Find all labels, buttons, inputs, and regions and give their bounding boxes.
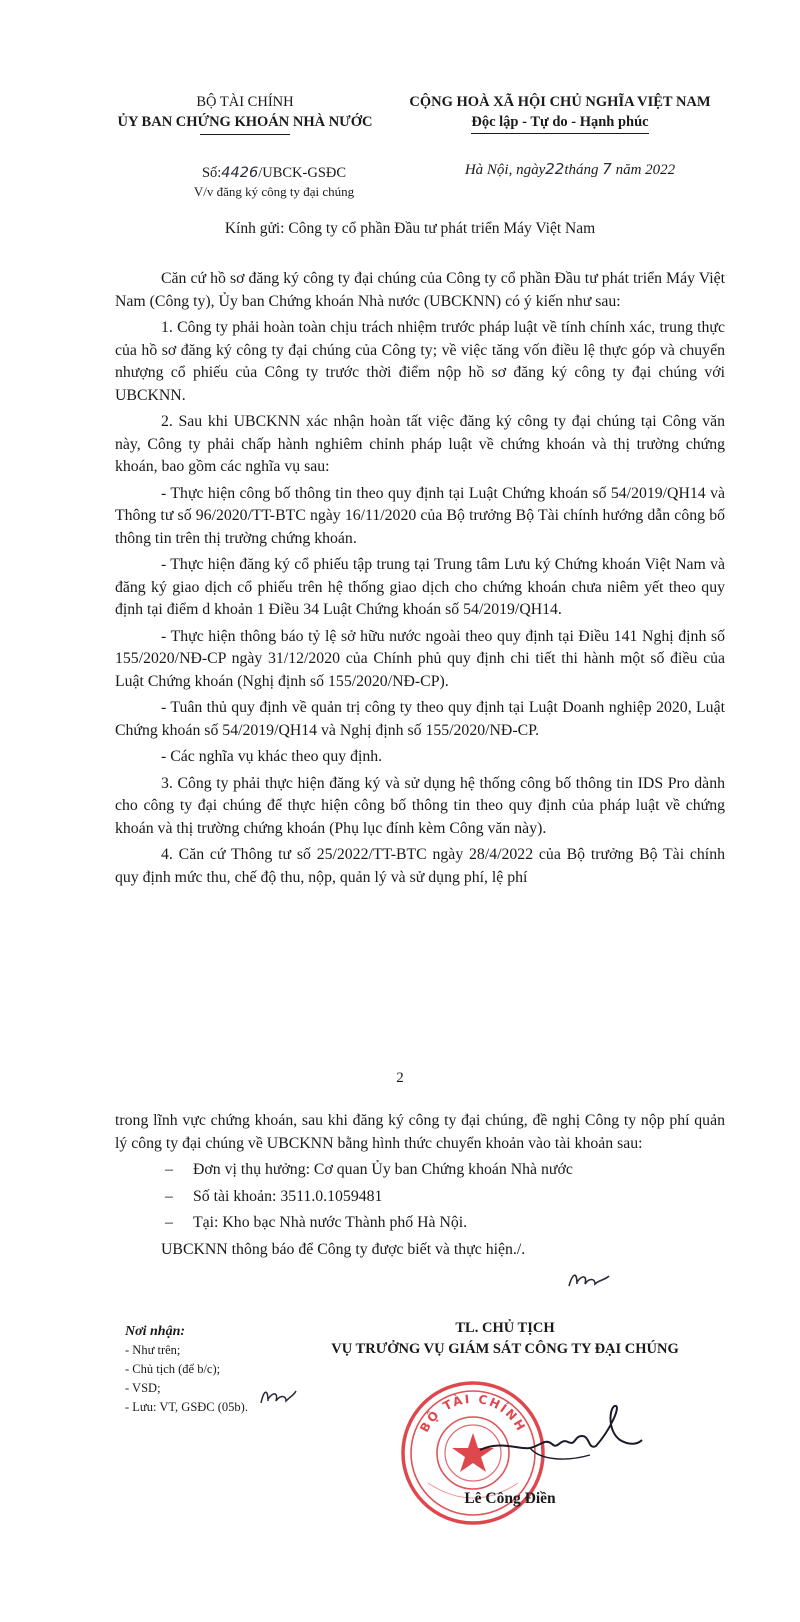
continuation-paragraph: trong lĩnh vực chứng khoán, sau khi đăng ký công ty đại chúng, đề nghị Công ty nộp phí quản lý công ty đại chúng về UBCKNN bằng hình thức chuyển khoản vào tài khoản sau: [115, 1112, 725, 1152]
signer-title: TL. CHỦ TỊCH VỤ TRƯỞNG VỤ GIÁM SÁT CÔNG TY ĐẠI CHÚNG [331, 1320, 679, 1357]
handwritten-signature [470, 1400, 650, 1480]
document-number: Số:4426/UBCK-GSĐC [201, 165, 347, 181]
page2-body [115, 1110, 725, 1265]
signer-name: Lê Công Điền [464, 1490, 556, 1507]
handwritten-day: 22 [545, 160, 565, 178]
item-2: 2. Sau khi UBCKNN xác nhận hoàn tất việc đăng ký công ty đại chúng tại Công văn này, Công ty phải chấp hành nghiêm chỉnh pháp luật về chứng khoán và thị trường chứng khoán, bao gồm các nghĩa vụ sau: [115, 413, 725, 475]
intro-paragraph: Căn cứ hồ sơ đăng ký công ty đại chúng của Công ty cổ phần Đầu tư phát triển Máy Việt Nam (Công ty), Ủy ban Chứng khoán Nhà nước (UBCKNN) có ý kiến như sau: [115, 270, 725, 310]
svg-text:BỘ TÀI CHÍNH: BỘ TÀI CHÍNH [417, 1391, 529, 1435]
national-motto: Độc lập - Tự do - Hạnh phúc [471, 112, 648, 134]
receiver-item: - Như trên; [125, 1343, 181, 1357]
ministry-name: BỘ TÀI CHÍNH [196, 94, 294, 110]
agency-name: ỦY BAN CHỨNG KHOÁN NHÀ NƯỚC [117, 114, 373, 130]
document-date: Hà Nội, ngày22tháng 7 năm 2022 [464, 160, 676, 178]
initials-mark [565, 1268, 613, 1292]
item-3: 3. Công ty phải thực hiện đăng ký và sử dụng hệ thống công bố thông tin IDS Pro dành cho công ty đại chúng để thực hiện công bố thông tin theo quy định của pháp luật về chứng khoán và thị trường chứng khoán (Phụ lục đính kèm Công văn này). [115, 774, 725, 837]
issuer-underline [200, 134, 290, 135]
obligation-item: - Tuân thủ quy định về quản trị công ty theo quy định tại Luật Doanh nghiệp 2020, Luật Chứng khoán số 54/2019/QH14 và Nghị định số 155/2020/NĐ-CP. [115, 699, 725, 739]
account-item: – Đơn vị thụ hưởng: Cơ quan Ủy ban Chứng khoán Nhà nước [165, 1161, 573, 1178]
obligation-item: - Thực hiện đăng ký cổ phiếu tập trung tại Trung tâm Lưu ký Chứng khoán Việt Nam và đăng ký giao dịch cổ phiếu trên hệ thống giao dịch cho chứng khoán chưa niêm yết theo quy định tại điểm d khoản 1 Điều 34 Luật Chứng khoán số 54/2019/QH14. [115, 556, 725, 618]
account-item: – Tại: Kho bạc Nhà nước Thành phố Hà Nội. [165, 1214, 468, 1231]
recipient-line: Kính gửi: Công ty cổ phần Đầu tư phát triển Máy Việt Nam [224, 220, 596, 237]
country-name: CỘNG HOÀ XÃ HỘI CHỦ NGHĨA VIỆT NAM [409, 94, 711, 110]
national-heading [395, 92, 725, 134]
obligation-item: - Các nghĩa vụ khác theo quy định. [161, 748, 383, 765]
page1-body [115, 268, 725, 893]
account-item: – Số tài khoản: 3511.0.1059481 [165, 1187, 383, 1205]
obligation-item: - Thực hiện thông báo tỷ lệ sở hữu nước ngoài theo quy định tại Điều 141 Nghị định số 155/2020/NĐ-CP ngày 31/12/2020 của Chính phủ quy định chi tiết thi hành một số điều của Luật Chứng khoán (Nghị định số 155/2020/NĐ-CP). [115, 627, 725, 690]
receivers-title: Nơi nhận: [125, 1324, 186, 1339]
item-4: 4. Căn cứ Thông tư số 25/2022/TT-BTC ngày 28/4/2022 của Bộ trưởng Bộ Tài chính quy định mức thu, chế độ thu, nộp, quản lý và sử dụng phí, lệ phí [115, 846, 725, 886]
page-number: 2 [396, 1070, 404, 1086]
receiver-item: - Lưu: VT, GSĐC (05b). [125, 1400, 248, 1414]
issuer-block [80, 92, 410, 132]
document-subject: V/v đăng ký công ty đại chúng [193, 184, 355, 199]
handwritten-number: 4426 [221, 165, 259, 181]
receiver-item: - VSD; [125, 1381, 161, 1395]
receiver-item: - Chủ tịch (để b/c); [125, 1362, 221, 1376]
item-1: 1. Công ty phải hoàn toàn chịu trách nhiệm trước pháp luật về tính chính xác, trung thực của hồ sơ đăng ký công ty đại chúng của Công ty; về việc tăng vốn điều lệ thực góp và chuyển nhượng cổ phiếu của Công ty trước thời điểm nộp hồ sơ đăng ký công ty đại chúng với UBCKNN. [115, 319, 725, 404]
initials-mark [258, 1385, 298, 1407]
handwritten-month: 7 [602, 160, 612, 178]
obligation-item: - Thực hiện công bố thông tin theo quy định tại Luật Chứng khoán số 54/2019/QH14 và Thông tư số 96/2020/TT-BTC ngày 16/11/2020 của Bộ trưởng Bộ Tài chính hướng dẫn công bố thông tin trên thị trường chứng khoán. [115, 484, 725, 547]
closing-line: UBCKNN thông báo để Công ty được biết và thực hiện./. [161, 1240, 526, 1258]
